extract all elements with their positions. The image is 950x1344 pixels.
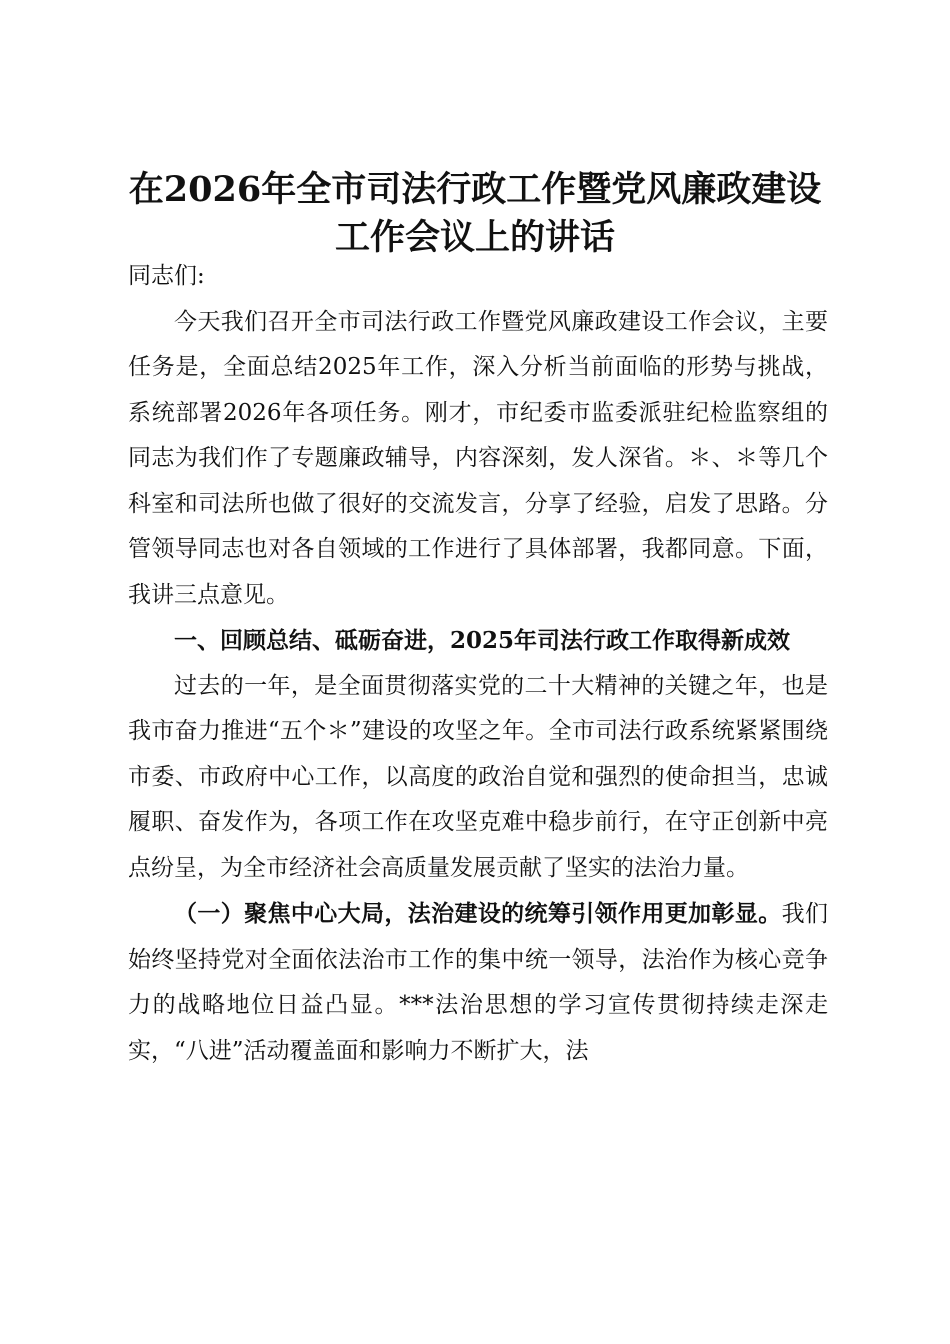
- title-line-2: 工作会议上的讲话: [334, 217, 615, 258]
- subsection-heading-1: （一）聚焦中心大局，法治建设的统筹引领作用更加彰显。: [174, 900, 782, 927]
- document-body: [128, 254, 828, 1074]
- review-paragraph: 过去的一年，是全面贯彻落实党的二十大精神的关键之年，也是我市奋力推进“五个＊”建设的攻坚之年。全市司法行政系统紧紧围绕市委、市政府中心工作，以高度的政治自觉和强烈的使命担当，忠诚履职、奋发作为，各项工作在攻坚克难中稳步前行，在守正创新中亮点纷呈，为全市经济社会高质量发展贡献了坚实的法治力量。: [128, 672, 828, 881]
- section-heading-1: 一、回顾总结、砥砺奋进，2025年司法行政工作取得新成效: [174, 627, 791, 654]
- subsection-paragraph-1: [128, 891, 828, 1074]
- greeting: 同志们:: [128, 263, 205, 289]
- title-line-1: 在2026年全市司法行政工作暨党风廉政建设: [128, 169, 822, 210]
- document-title: [100, 166, 850, 262]
- subsection-text-1: 我们始终坚持党对全面依法治市工作的集中统一领导，法治作为核心竞争力的战略地位日益凸显。***法治思想的学习宣传贯彻持续走深走实，“八进”活动覆盖面和影响力不断扩大，法: [128, 901, 829, 1064]
- intro-paragraph: 今天我们召开全市司法行政工作暨党风廉政建设工作会议，主要任务是，全面总结2025年工作，深入分析当前面临的形势与挑战，系统部署2026年各项任务。刚才，市纪委市监委派驻纪检监察组的同志为我们作了专题廉政辅导，内容深刻，发人深省。＊、＊等几个科室和司法所也做了很好的交流发言，分享了经验，启发了思路。分管领导同志也对各自领域的工作进行了具体部署，我都同意。下面，我讲三点意见。: [128, 308, 828, 608]
